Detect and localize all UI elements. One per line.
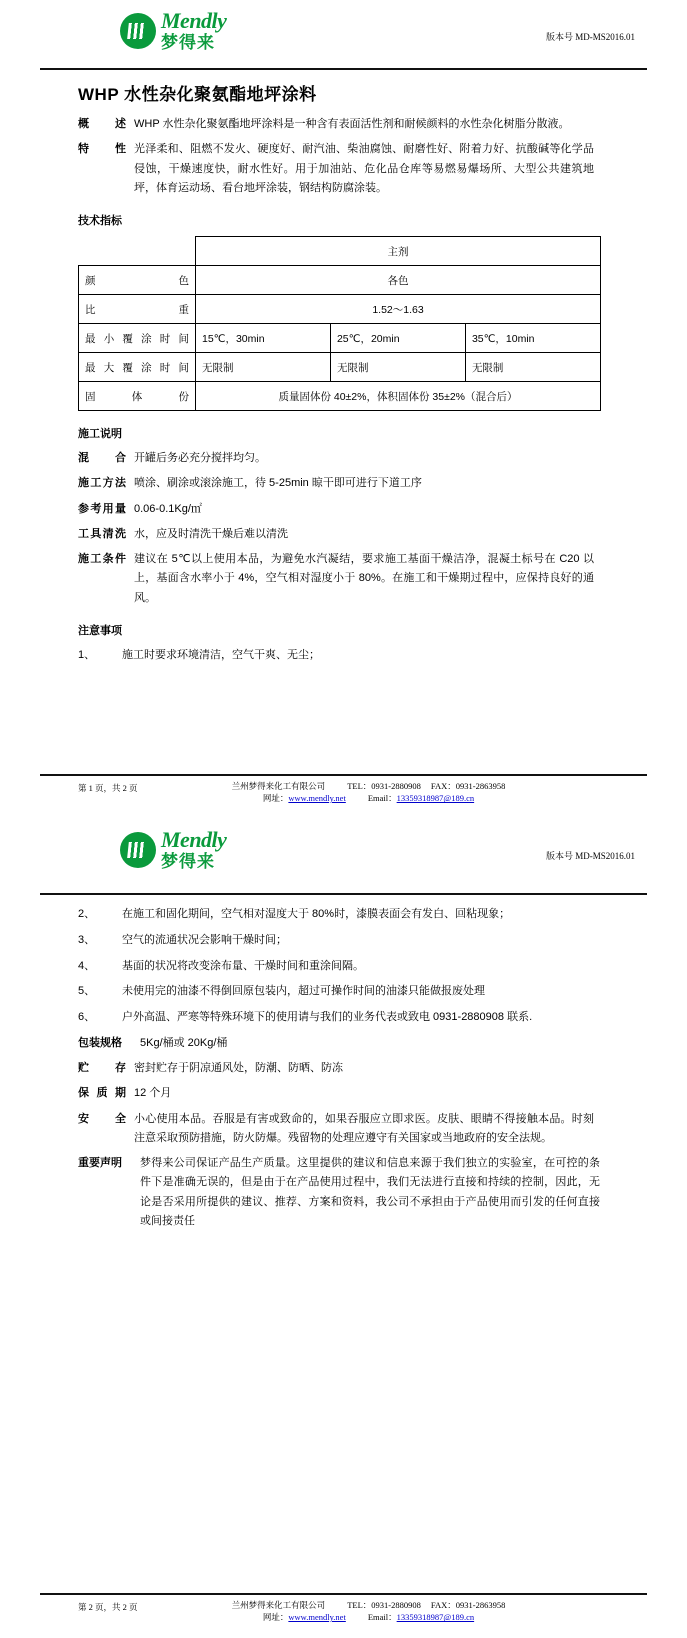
spec-key-min-recoat: 最小覆涂时间 [79,324,196,353]
construction-text-mix: 开罐后务必充分搅拌均匀。 [134,452,266,464]
notice-item-6 [78,1008,647,1028]
intro-label-features: 特性 [78,143,126,156]
spec-corner-cell [79,237,196,266]
page-title: WHP 水性杂化聚氨酯地坪涂料 [78,85,317,104]
page-2-footer [40,1593,647,1625]
intro-text-features: 光泽柔和、阻燃不发火、硬度好、耐汽油、柴油腐蚀、耐磨性好、附着力好、抗酸碱等化学品侵蚀，干燥速度快，耐水性好。用于加油站、危化品仓库等易燃易爆场所、大型公共建筑地坪，体育运动场、看台地坪涂装，钢结构防腐涂装。 [134,143,594,194]
intro-label-overview: 概述 [78,118,126,130]
table-row [79,295,601,324]
table-row [79,237,601,266]
spec-key-solids: 固体份 [79,382,196,411]
spec-col-header: 主剂 [196,237,601,266]
logo-cn-label: 梦得来 [161,852,215,871]
footer-web-label: 网址： [262,793,289,804]
table-row [79,324,601,353]
spec-value-min-recoat-3: 35℃，10min [465,324,600,353]
construction-row-usage [78,500,647,519]
page-1-footer [40,774,647,806]
tail-text-packaging: 5Kg/桶或 20Kg/桶 [140,1036,228,1049]
construction-row-method [78,474,647,493]
logo-mark-icon [120,13,156,49]
notice-text-3: 空气的流通状况会影响干燥时间； [122,933,287,946]
footer-web-link[interactable]: www.mendly.net [288,793,346,804]
logo-en-label: Mendly [161,827,227,852]
tail-text-safety: 小心使用本品。吞服是有害或致命的，如果吞服应立即求医。皮肤、眼睛不得接触本品。时刻注意采取预防措施，防火防爆。残留物的处理应遵守有关国家或当地政府的安全法规。 [134,1112,594,1144]
footer-web-link[interactable]: www.mendly.net [288,1612,346,1623]
construction-label-method: 施工方法 [78,477,126,490]
notice-text-5: 未使用完的油漆不得倒回原包装内，超过可操作时间的油漆只能做报废处理 [122,985,485,998]
document-header [40,0,647,66]
notice-item-1 [78,646,647,666]
version-number: 版本号 MD-MS2016.01 [545,32,635,42]
footer-company: 兰州梦得来化工有限公司 [231,1599,326,1610]
spec-value-min-recoat-2: 25℃，20min [330,324,465,353]
spec-value-max-recoat-1: 无限制 [196,353,331,382]
tail-text-statement: 梦得来公司保证产品生产质量。这里提供的建议和信息来源于我们独立的实验室，在可控的条件下是准确无误的，但是由于在产品使用过程中，我们无法进行直接和持续的控制，因此，无论是否采用所提供的建议、推荐、方案和资料，我公司不承担由于产品使用而引发的任何直接或间接责任 [140,1157,600,1227]
tail-row-statement [78,1154,647,1231]
notice-heading: 注意事项 [78,624,122,637]
footer-company: 兰州梦得来化工有限公司 [231,780,326,791]
construction-row-mix [78,449,647,468]
page-2 [0,819,687,1638]
intro-row-overview [78,115,647,134]
footer-web-label: 网址： [262,1612,289,1623]
footer-email-link[interactable]: 13359318987@189.cn [396,793,475,804]
notice-number-6: 6、 [78,1011,96,1024]
tail-row-safety [78,1110,647,1149]
notice-item-3 [78,931,647,951]
notice-text-6: 户外高温、严寒等特殊环境下的使用请与我们的业务代表或致电 0931-2880908 联系. [122,1011,533,1024]
spec-value-max-recoat-3: 无限制 [465,353,600,382]
construction-row-cleaning [78,525,647,544]
logo-text-2 [161,829,226,870]
footer-email-link[interactable]: 13359318987@189.cn [396,1612,475,1623]
logo-cn-label: 梦得来 [161,33,215,52]
intro-text-overview: WHP 水性杂化聚氨酯地坪涂料是一种含有表面活性剂和耐候颜料的水性杂化树脂分散液。 [134,118,570,130]
spec-heading: 技术指标 [78,215,122,227]
notice-number-2: 2、 [78,908,96,920]
construction-text-method: 喷涂、刷涂或滚涂施工，待 5-25min 晾干即可进行下道工序 [134,477,422,490]
spec-key-max-recoat: 最大覆涂时间 [79,353,196,382]
page-number-1: 第 1 页，共 2 页 [78,782,138,793]
company-logo-2 [120,829,226,870]
logo-en-label: Mendly [161,8,227,33]
version-number-2: 版本号 MD-MS2016.01 [545,851,635,861]
construction-row-conditions [78,550,647,608]
tail-text-storage: 密封贮存于阴凉通风处，防潮、防晒、防冻 [134,1062,343,1075]
construction-text-usage: 0.06-0.1Kg/㎡ [134,502,202,515]
footer-email-label: Email： [367,793,397,804]
footer-tel: TEL：0931-2880908 [347,780,421,791]
construction-label-cleaning: 工具清洗 [78,527,126,540]
notice-number-3: 3、 [78,933,96,946]
notice-item-4 [78,957,647,977]
header-divider-2 [40,893,647,895]
footer-email-label: Email： [367,1612,397,1623]
tail-label-packaging: 包装规格 [78,1036,122,1049]
header-divider [40,68,647,70]
table-row [79,382,601,411]
footer-fax: FAX：0931-2863958 [430,780,506,791]
spec-value-density: 1.52～1.63 [196,295,601,324]
intro-row-features [78,140,647,198]
spec-value-color: 各色 [196,266,601,295]
construction-text-conditions: 建议在 5℃以上使用本品，为避免水汽凝结，要求施工基面干燥洁净，混凝土标号在 C20 以上，基面含水率小于 4%，空气相对湿度小于 80%。在施工和干燥期过程中，应保持良好的通风。 [134,553,594,604]
footer-divider [40,774,647,776]
table-row [79,266,601,295]
tail-row-shelf-life [78,1084,647,1103]
document-header-2 [40,819,647,891]
footer-tel: TEL：0931-2880908 [347,1599,421,1610]
spec-value-solids: 质量固体份 40±2%，体积固体份 35±2%（混合后） [196,382,601,411]
tail-row-packaging [78,1034,647,1053]
notice-item-2 [78,905,647,925]
tail-row-storage [78,1059,647,1078]
spec-value-min-recoat-1: 15℃，30min [196,324,331,353]
construction-label-mix: 混 合 [78,452,126,464]
notice-number-5: 5、 [78,985,96,998]
construction-heading: 施工说明 [78,428,122,440]
tail-label-safety: 安 全 [78,1112,126,1125]
tail-text-shelf-life: 12 个月 [134,1087,172,1100]
page-number-2: 第 2 页，共 2 页 [78,1601,138,1612]
notice-number-1: 1、 [78,648,96,661]
table-row [79,353,601,382]
tail-label-storage: 贮 存 [78,1062,126,1075]
notice-text-1: 施工时要求环境清洁，空气干爽、无尘； [122,648,320,661]
logo-mark-icon [120,832,156,868]
construction-text-cleaning: 水，应及时清洗干燥后难以清洗 [134,527,288,540]
notice-text-2: 在施工和固化期间，空气相对湿度大于 80%时，漆膜表面会有发白、回粘现象； [122,908,511,920]
notice-item-5 [78,982,647,1002]
construction-label-conditions: 施工条件 [78,553,126,565]
spec-key-color: 颜 色 [79,266,196,295]
company-logo [120,10,226,51]
spec-value-max-recoat-2: 无限制 [330,353,465,382]
notice-text-4: 基面的状况将改变涂布量、干燥时间和重涂间隔。 [122,959,364,972]
tail-label-statement: 重要声明 [78,1157,122,1170]
footer-divider-2 [40,1593,647,1595]
spec-table [78,236,601,411]
logo-text [161,10,226,51]
spec-key-density: 比 重 [79,295,196,324]
footer-fax: FAX：0931-2863958 [430,1599,506,1610]
notice-number-4: 4、 [78,959,96,972]
tail-label-shelf-life: 保 质 期 [78,1087,126,1100]
construction-label-usage: 参考用量 [78,502,126,515]
